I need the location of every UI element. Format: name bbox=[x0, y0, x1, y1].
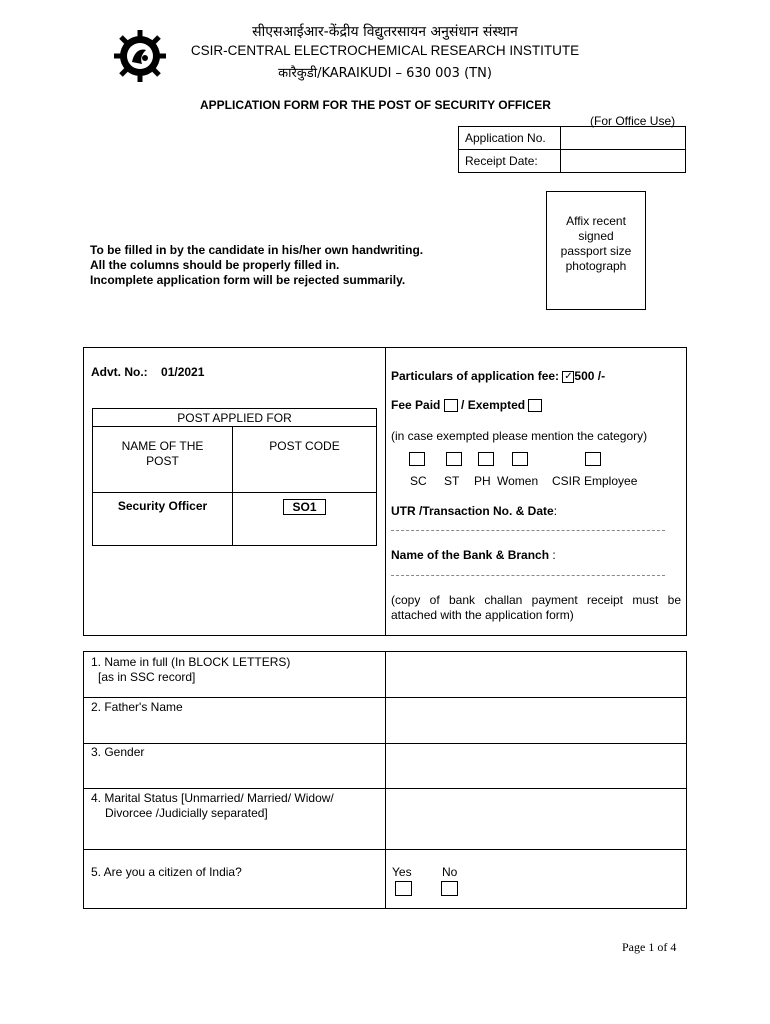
exempted-checkbox[interactable] bbox=[528, 399, 542, 412]
category-women: Women bbox=[497, 474, 539, 488]
fee-particulars bbox=[391, 369, 605, 383]
application-no-field[interactable] bbox=[561, 127, 686, 150]
office-use-label: (For Office Use) bbox=[590, 114, 676, 128]
institute-address: कारैकुडी/KARAIKUDI – 630 003 (TN) bbox=[278, 66, 492, 81]
q4-line: 4. Marital Status [Unmarried/ Married/ Widow/ bbox=[91, 791, 334, 805]
column-divider bbox=[385, 348, 386, 635]
csir-logo-icon bbox=[112, 28, 168, 84]
st-checkbox[interactable] bbox=[446, 452, 462, 466]
no-label: No bbox=[442, 865, 458, 879]
photo-line: photograph bbox=[565, 259, 627, 273]
post-name-value: Security Officer bbox=[93, 493, 233, 546]
category-sc: SC bbox=[410, 474, 427, 488]
form-title: APPLICATION FORM FOR THE POST OF SECURITY OFFICER bbox=[200, 98, 551, 112]
post-name-header-line: NAME OF THE bbox=[121, 439, 204, 453]
fee-paid-label: Fee Paid bbox=[391, 398, 441, 412]
q5-citizen-label: 5. Are you a citizen of India? bbox=[91, 865, 242, 879]
fee-particulars-label: Particulars of application fee: bbox=[391, 369, 560, 383]
ph-checkbox[interactable] bbox=[478, 452, 494, 466]
advt-no-value: 01/2021 bbox=[161, 365, 205, 379]
page-number: Page 1 of 4 bbox=[622, 940, 677, 954]
gender-field[interactable] bbox=[386, 744, 687, 788]
post-code-value: SO1 bbox=[283, 499, 325, 515]
instruction-line: Incomplete application form will be rejected summarily. bbox=[90, 273, 406, 287]
row-divider bbox=[84, 849, 686, 850]
q1-line: 1. Name in full (In BLOCK LETTERS) bbox=[91, 655, 291, 669]
advt-fee-section bbox=[83, 347, 687, 636]
post-code-cell bbox=[233, 493, 377, 546]
q4-marital-status-label bbox=[91, 791, 334, 821]
fee-checked-icon[interactable]: ✓ bbox=[564, 370, 573, 382]
exempt-note: (in case exempted please mention the category) bbox=[391, 429, 648, 443]
fee-amount: 500 /- bbox=[574, 369, 606, 383]
photo-box[interactable] bbox=[546, 191, 646, 310]
name-field[interactable] bbox=[386, 652, 687, 697]
photo-line: signed bbox=[578, 229, 614, 243]
bank-label: Name of the Bank & Branch bbox=[391, 548, 550, 562]
q1-line: [as in SSC record] bbox=[98, 670, 196, 684]
marital-status-field[interactable] bbox=[386, 789, 687, 849]
fee-status bbox=[391, 398, 542, 412]
photo-line: passport size bbox=[560, 244, 632, 258]
office-use-table bbox=[458, 126, 686, 173]
institute-hindi-name: सीएसआईआर-केंद्रीय विद्युतरसायन अनुसंधान संस्थान bbox=[252, 24, 518, 40]
citizen-yes-checkbox[interactable] bbox=[395, 881, 412, 896]
instructions bbox=[90, 243, 423, 288]
category-st: ST bbox=[444, 474, 460, 488]
post-name-header-line: POST bbox=[146, 454, 179, 468]
challan-note: (copy of bank challan payment receipt must be attached with the application form) bbox=[391, 593, 681, 622]
advt-no-label: Advt. No.: bbox=[91, 365, 148, 379]
q4-line: Divorcee /Judicially separated] bbox=[105, 806, 268, 820]
instruction-line: To be filled in by the candidate in his/her own handwriting. bbox=[90, 243, 424, 257]
q1-name-label bbox=[91, 655, 290, 685]
post-code-col-header: POST CODE bbox=[233, 427, 377, 493]
csir-employee-checkbox[interactable] bbox=[585, 452, 601, 466]
women-checkbox[interactable] bbox=[512, 452, 528, 466]
exempted-label: / Exempted bbox=[461, 398, 526, 412]
advt-no bbox=[91, 365, 204, 379]
fee-paid-checkbox[interactable] bbox=[444, 399, 458, 412]
receipt-date-field[interactable] bbox=[561, 150, 686, 173]
utr-label: UTR /Transaction No. & Date bbox=[391, 504, 554, 518]
q2-father-name-label: 2. Father's Name bbox=[91, 700, 183, 714]
citizen-no-checkbox[interactable] bbox=[441, 881, 458, 896]
sc-checkbox[interactable] bbox=[409, 452, 425, 466]
application-no-label: Application No. bbox=[459, 127, 561, 150]
father-name-field[interactable] bbox=[386, 698, 687, 743]
bank-input-line[interactable] bbox=[391, 575, 665, 576]
photo-line: Affix recent bbox=[566, 214, 626, 228]
q3-gender-label: 3. Gender bbox=[91, 745, 145, 759]
yes-label: Yes bbox=[392, 865, 412, 879]
personal-details-section bbox=[83, 651, 687, 909]
category-csir-employee: CSIR Employee bbox=[552, 474, 638, 488]
utr-input-line[interactable] bbox=[391, 530, 665, 531]
receipt-date-label: Receipt Date: bbox=[459, 150, 561, 173]
instruction-line: All the columns should be properly filled in. bbox=[90, 258, 340, 272]
bank-row: Name of the Bank & Branch : bbox=[391, 548, 556, 562]
category-ph: PH bbox=[474, 474, 491, 488]
post-applied-table bbox=[92, 408, 377, 546]
post-name-col-header bbox=[93, 427, 233, 493]
utr-row: UTR /Transaction No. & Date: bbox=[391, 504, 558, 518]
institute-english-name: CSIR-CENTRAL ELECTROCHEMICAL RESEARCH INSTITUTE bbox=[190, 43, 580, 58]
post-applied-heading: POST APPLIED FOR bbox=[93, 409, 377, 427]
